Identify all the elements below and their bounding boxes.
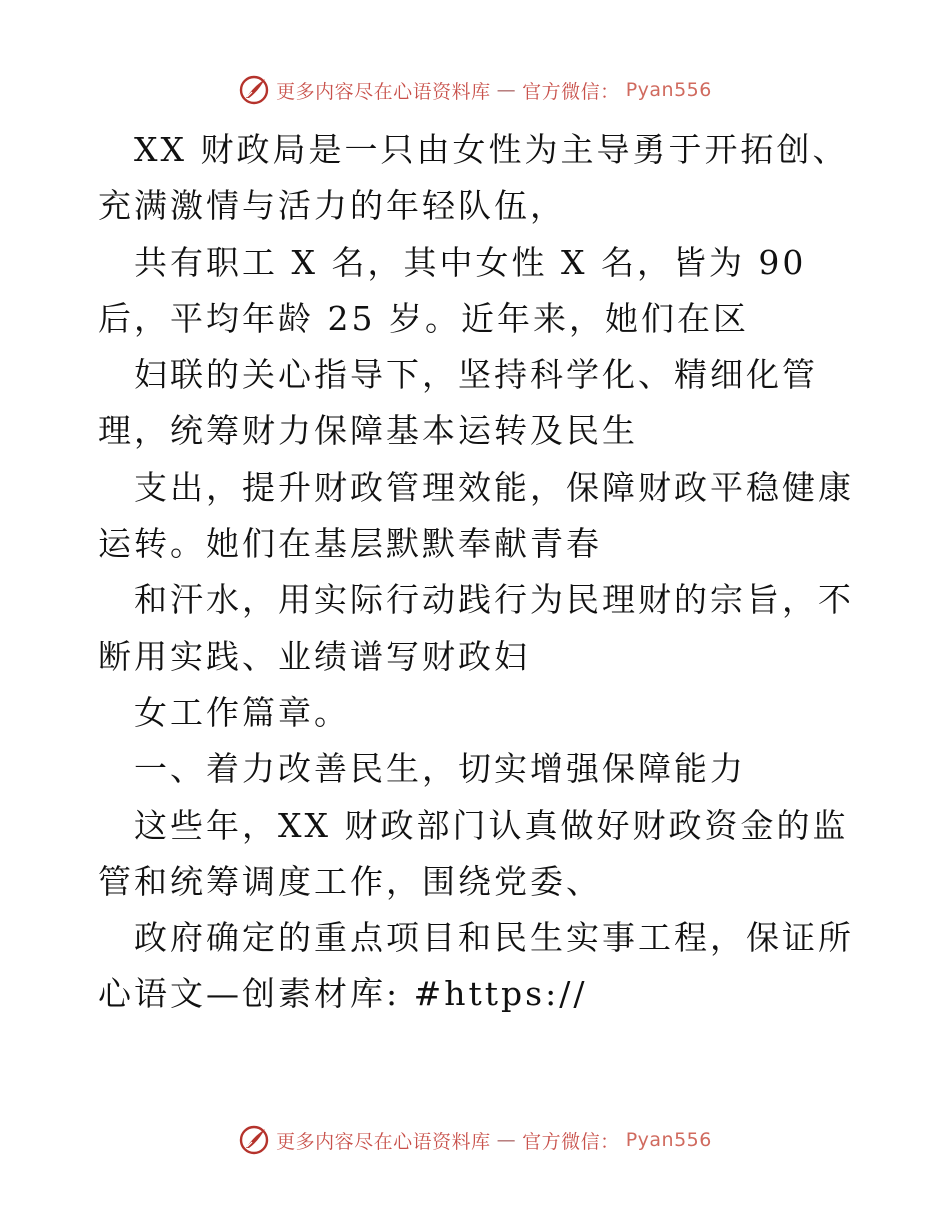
document-body [98,122,854,1023]
watermark-label: 官方微信： [522,80,620,103]
footer-watermark [0,1124,950,1156]
watermark-label: 官方微信： [522,1130,620,1153]
watermark-id: Pyan556 [625,79,712,101]
quill-pen-icon [238,1124,270,1156]
paragraph: 女工作篇章。 [134,692,350,732]
paragraph: XX 财政局是一只由女性为主导勇于开拓创、充满激情与活力的年轻队伍， [98,130,849,226]
watermark-separator: — [496,1129,517,1151]
quill-pen-icon [238,74,270,106]
paragraph: 和汗水，用实际行动践行为民理财的宗旨，不断用实践、业绩谱写财政妇 [98,580,854,676]
paragraph: 妇联的关心指导下，坚持科学化、精细化管理，统筹财力保障基本运转及民生 [98,355,818,451]
section-heading: 一、着力改善民生，切实增强保障能力 [134,749,746,789]
paragraph: 政府确定的重点项目和民生实事工程，保证所心语文—创素材库: #https:// [98,918,854,1014]
watermark-text: 更多内容尽在心语资料库 [276,80,491,103]
paragraph: 支出，提升财政管理效能，保障财政平稳健康运转。她们在基层默默奉献青春 [98,467,854,564]
header-watermark [0,74,950,106]
watermark-id: Pyan556 [625,1129,712,1151]
watermark-separator: — [496,79,517,101]
watermark-text: 更多内容尽在心语资料库 [276,1130,491,1153]
paragraph: 这些年，XX 财政部门认真做好财政资金的监管和统筹调度工作，围绕党委、 [98,805,849,901]
paragraph: 共有职工 X 名，其中女性 X 名，皆为 90 后，平均年龄 25 岁。近年来，她们在区 [98,242,807,338]
